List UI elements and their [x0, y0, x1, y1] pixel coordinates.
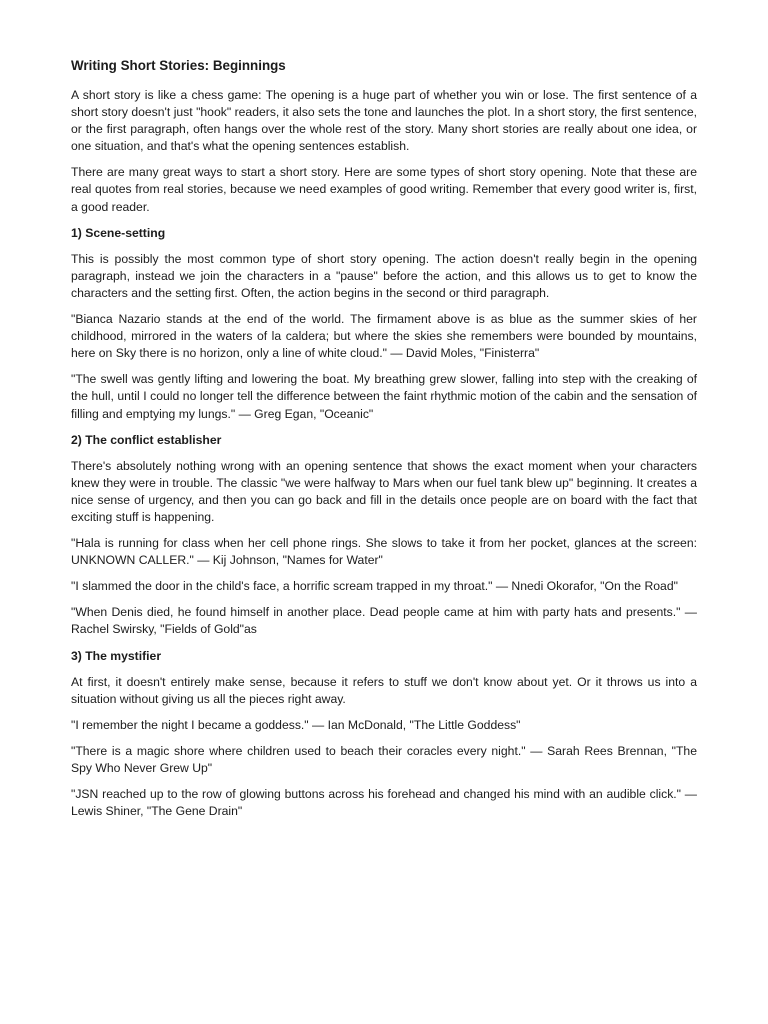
- quote-paragraph: "JSN reached up to the row of glowing buttons across his forehead and changed his mind with an audible click." — Lewis Shiner, "The Gene Drain": [71, 787, 697, 819]
- section-heading-conflict-establisher: 2) The conflict establisher: [71, 432, 222, 447]
- quote-paragraph: "Bianca Nazario stands at the end of the world. The firmament above is as blue as the summer skies of her childhood, mirrored in the waters of la caldera; but where the skies she remembers were bounded by mountains, here on Sky there is no horizon, only a line of white cloud." — David Moles, "Finisterra": [71, 312, 697, 361]
- section-paragraph: There's absolutely nothing wrong with an opening sentence that shows the exact moment when your characters knew they were in trouble. The classic "we were halfway to Mars when our fuel tank blew up" beginning. It creates a nice sense of urgency, and then you can go back and fill in the details once people are on board with the fact that exciting stuff is happening.: [71, 458, 697, 524]
- document-title: Writing Short Stories: Beginnings: [71, 58, 286, 73]
- quote-paragraph: "When Denis died, he found himself in another place. Dead people came at him with party hats and presents." — Rachel Swirsky, "Fields of Gold"as: [71, 605, 697, 637]
- section-paragraph: At first, it doesn't entirely make sense, because it refers to stuff we don't know about yet. Or it throws us into a situation without giving us all the pieces right away.: [71, 674, 697, 706]
- quote-paragraph: "The swell was gently lifting and lowering the boat. My breathing grew slower, falling into step with the creaking of the hull, until I could no longer tell the difference between the faint rhythmic motion of the cabin and the sensation of filling and emptying my lungs." — Greg Egan, "Oceanic": [71, 372, 697, 421]
- intro-paragraph: There are many great ways to start a short story. Here are some types of short story opening. Note that these are real quotes from real stories, because we need examples of good writing. Remember that every good writer is, first, a good reader.: [71, 165, 697, 214]
- section-paragraph: This is possibly the most common type of short story opening. The action doesn't really begin in the opening paragraph, instead we join the characters in a "pause" before the action, and this allows us to get to know the characters and the setting first. Often, the action begins in the second or third paragraph.: [71, 251, 697, 300]
- section-heading-scene-setting: 1) Scene-setting: [71, 225, 166, 240]
- quote-paragraph: "There is a magic shore where children used to beach their coracles every night." — Sarah Rees Brennan, "The Spy Who Never Grew Up": [71, 743, 697, 775]
- section-heading-mystifier: 3) The mystifier: [71, 648, 162, 663]
- quote-paragraph: "Hala is running for class when her cell phone rings. She slows to take it from her pocket, glances at the screen: UNKNOWN CALLER." — Kij Johnson, "Names for Water": [71, 536, 697, 568]
- quote-paragraph: "I slammed the door in the child's face, a horrific scream trapped in my throat." — Nnedi Okorafor, "On the Road": [71, 579, 678, 594]
- quote-paragraph: "I remember the night I became a goddess." — Ian McDonald, "The Little Goddess": [71, 717, 521, 732]
- intro-paragraph: A short story is like a chess game: The opening is a huge part of whether you win or lose. The first sentence of a short story doesn't just "hook" readers, it also sets the tone and launches the plot. In a short story, the first sentence, or the first paragraph, often hangs over the whole rest of the story. Many short stories are really about one idea, or one situation, and that's what the opening sentences establish.: [71, 88, 697, 154]
